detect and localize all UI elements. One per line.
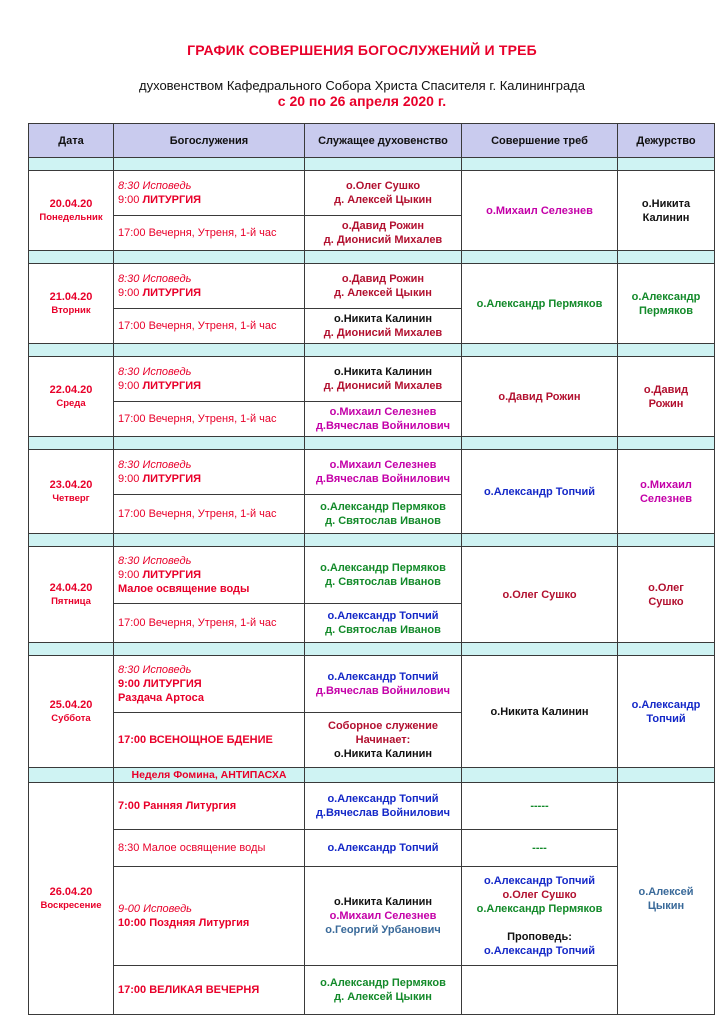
clergy-name: о.Александр Пермяков (476, 903, 603, 915)
clergy-name: о.Александр Топчий (327, 793, 439, 805)
rites-cell (462, 357, 618, 437)
clergy-cell (305, 547, 462, 604)
service-cell (114, 450, 305, 495)
clergy-name: Селезнев (639, 492, 692, 505)
clergy-name: о.Александр Топчий (483, 945, 596, 957)
page-subtitle: духовенством Кафедрального Собора Христа Спасителя г. Калининграда (139, 78, 585, 93)
schedule-table (28, 123, 715, 1015)
day-weekday: Суббота (51, 712, 91, 724)
service-cell (114, 604, 305, 643)
spacer-cell (114, 643, 305, 656)
clergy-name: Топчий (646, 712, 686, 725)
rites-cell (462, 867, 618, 966)
table-header-row (29, 124, 715, 158)
day-cell (29, 171, 114, 251)
day-weekday: Вторник (51, 304, 91, 316)
service-text: 8:30 Исповедь (118, 459, 192, 471)
spacer-cell (305, 437, 462, 450)
spacer-cell (29, 643, 114, 656)
clergy-name: о.Михаил Селезнев (486, 204, 593, 217)
schedule-body (29, 158, 715, 1015)
table-row (29, 547, 715, 604)
day-cell (29, 547, 114, 643)
spacer-cell (618, 437, 715, 450)
spacer-cell (462, 437, 618, 450)
spacer-cell (29, 251, 114, 264)
rites-cell (462, 547, 618, 643)
service-text: 17:00 ВЕЛИКАЯ ВЕЧЕРНЯ (118, 984, 260, 996)
spacer-cell (114, 344, 305, 357)
clergy-name: д. Святослав Иванов (325, 515, 441, 527)
spacer-cell (462, 344, 618, 357)
service-line (118, 799, 300, 813)
service-text: 9:00 (118, 380, 143, 392)
service-cell (114, 309, 305, 344)
clergy-name: о.Никита Калинин (333, 896, 433, 908)
clergy-name: д. Святослав Иванов (325, 576, 441, 588)
clergy-name: о.Алексей (638, 885, 694, 898)
service-line (118, 286, 300, 300)
spacer-cell (114, 437, 305, 450)
rites-cell (462, 264, 618, 344)
table-row (29, 783, 715, 830)
clergy-name: о.Олег Сушко (502, 588, 577, 601)
duty-cell (618, 547, 715, 643)
clergy-name: Цыкин (647, 899, 685, 912)
service-text: Малое освящение воды (118, 583, 250, 595)
service-line (118, 663, 300, 677)
table-row (29, 830, 715, 867)
service-text: 8:30 Исповедь (118, 180, 192, 192)
service-text: 9-00 Исповедь (118, 903, 192, 915)
page-title: ГРАФИК СОВЕРШЕНИЯ БОГОСЛУЖЕНИЙ И ТРЕБ (187, 42, 537, 58)
date-range: с 20 по 26 апреля 2020 г. (277, 93, 447, 109)
service-text: 10:00 Поздняя Литургия (118, 917, 250, 929)
service-line (118, 458, 300, 472)
clergy-name: о.Олег (648, 581, 684, 594)
service-line (118, 226, 300, 240)
clergy-name: ---- (532, 842, 547, 854)
day-cell (29, 357, 114, 437)
rites-cell (462, 450, 618, 534)
service-cell (114, 171, 305, 216)
service-line (118, 412, 300, 426)
table-row (29, 264, 715, 309)
day-date: 24.04.20 (49, 581, 93, 594)
day-date: 23.04.20 (49, 478, 93, 491)
header-date: Дата (29, 124, 114, 158)
spacer-cell (462, 643, 618, 656)
spacer-cell (462, 158, 618, 171)
header-services: Богослужения (114, 124, 305, 158)
table-row (29, 656, 715, 713)
table-row (29, 867, 715, 966)
rites-cell (462, 171, 618, 251)
service-line (118, 983, 300, 997)
day-date: 25.04.20 (49, 698, 93, 711)
spacer-cell (462, 768, 618, 783)
service-cell (114, 495, 305, 534)
service-line (118, 677, 300, 691)
clergy-cell (305, 216, 462, 251)
day-date: 22.04.20 (49, 383, 93, 396)
rites-cell (462, 966, 618, 1015)
service-text-bold: ЛИТУРГИЯ (142, 473, 202, 485)
service-cell (114, 264, 305, 309)
service-text-bold: ЛИТУРГИЯ (142, 380, 202, 392)
service-line (118, 554, 300, 568)
service-cell (114, 830, 305, 867)
rites-cell (462, 783, 618, 830)
duty-cell (618, 783, 715, 1015)
clergy-name: о.Давид (643, 383, 689, 396)
spacer-row (29, 643, 715, 656)
clergy-name: д.Вячеслав Войнилович (315, 807, 451, 819)
service-text: 9:00 (118, 194, 143, 206)
clergy-name: д. Дионисий Михалев (323, 327, 443, 339)
spacer-row (29, 251, 715, 264)
clergy-name: о.Олег Сушко (502, 889, 577, 901)
service-text: 17:00 Вечерня, Утреня, 1-й час (118, 227, 277, 239)
service-text: 17:00 Вечерня, Утреня, 1-й час (118, 617, 277, 629)
spacer-cell (305, 768, 462, 783)
service-text: 8:30 Исповедь (118, 273, 192, 285)
header-rites: Совершение треб (462, 124, 618, 158)
service-line (118, 507, 300, 521)
spacer-cell (29, 534, 114, 547)
clergy-name: о.Александр Топчий (327, 610, 439, 622)
clergy-name: Пермяков (639, 304, 693, 317)
clergy-name: о.Александр Топчий (483, 875, 596, 887)
day-date: 26.04.20 (49, 885, 93, 898)
clergy-cell (305, 171, 462, 216)
clergy-name: о.Михаил (640, 478, 692, 491)
service-text-bold: ЛИТУРГИЯ (142, 194, 202, 206)
duty-cell (618, 450, 715, 534)
clergy-name: о.Никита Калинин (333, 366, 433, 378)
day-date: 21.04.20 (49, 290, 93, 303)
service-text: 9:00 (118, 569, 143, 581)
spacer-cell (305, 251, 462, 264)
duty-cell (618, 357, 715, 437)
clergy-name: о.Александр Пермяков (320, 501, 446, 513)
clergy-name: о.Александр Пермяков (476, 297, 603, 310)
service-line (118, 365, 300, 379)
service-line (118, 319, 300, 333)
spacer-cell (114, 251, 305, 264)
service-text: 7:00 Ранняя Литургия (118, 800, 237, 812)
service-line (118, 902, 300, 916)
service-line (118, 193, 300, 207)
spacer-cell (29, 437, 114, 450)
clergy-cell (305, 309, 462, 344)
service-cell (114, 783, 305, 830)
day-cell (29, 783, 114, 1015)
service-cell (114, 547, 305, 604)
service-text: 17:00 ВСЕНОЩНОЕ БДЕНИЕ (118, 734, 273, 746)
service-line (118, 379, 300, 393)
service-line (118, 179, 300, 193)
spacer-cell (618, 643, 715, 656)
service-text: 8:30 Исповедь (118, 555, 192, 567)
clergy-name: о.Давид Рожин (341, 220, 425, 232)
table-row (29, 171, 715, 216)
service-cell (114, 402, 305, 437)
clergy-name: о.Давид Рожин (341, 273, 425, 285)
clergy-name (466, 916, 613, 930)
service-cell (114, 656, 305, 713)
clergy-name: о.Никита (641, 197, 691, 210)
service-line (118, 841, 300, 855)
header-clergy: Служащее духовенство (305, 124, 462, 158)
clergy-cell (305, 264, 462, 309)
clergy-cell (305, 867, 462, 966)
spacer-row (29, 437, 715, 450)
clergy-name: о.Никита Калинин (333, 313, 433, 325)
clergy-cell (305, 656, 462, 713)
clergy-name: о.Михаил Селезнев (329, 406, 437, 418)
service-cell (114, 357, 305, 402)
service-text: 17:00 Вечерня, Утреня, 1-й час (118, 508, 277, 520)
spacer-cell (618, 251, 715, 264)
service-cell (114, 216, 305, 251)
service-line (118, 568, 300, 582)
service-line (118, 272, 300, 286)
service-text: 17:00 Вечерня, Утреня, 1-й час (118, 413, 277, 425)
service-text: 9:00 (118, 473, 143, 485)
clergy-name: Проповедь: (507, 931, 572, 943)
clergy-cell (305, 966, 462, 1015)
table-row (29, 450, 715, 495)
clergy-name: д.Вячеслав Войнилович (315, 420, 451, 432)
clergy-name: ----- (530, 800, 549, 812)
service-line (118, 733, 300, 747)
service-line (118, 691, 300, 705)
clergy-name: о.Никита Калинин (333, 748, 433, 760)
day-cell (29, 450, 114, 534)
service-text-bold: ЛИТУРГИЯ (142, 287, 202, 299)
spacer-cell (29, 158, 114, 171)
clergy-name: Начинает: (355, 734, 411, 746)
clergy-name: д.Вячеслав Войнилович (315, 473, 451, 485)
spacer-cell (618, 158, 715, 171)
day-cell (29, 656, 114, 768)
spacer-cell (305, 643, 462, 656)
service-line (118, 916, 300, 930)
day-weekday: Пятница (51, 595, 91, 607)
clergy-name: д. Алексей Цыкин (334, 991, 432, 1003)
service-text: 8:30 Исповедь (118, 366, 192, 378)
table-row (29, 966, 715, 1015)
header-duty: Дежурство (618, 124, 715, 158)
spacer-row (29, 534, 715, 547)
clergy-name: о.Александр Топчий (327, 671, 439, 683)
clergy-cell (305, 402, 462, 437)
clergy-name: д. Алексей Цыкин (334, 287, 432, 299)
service-cell (114, 867, 305, 966)
clergy-name: Сушко (648, 595, 684, 608)
spacer-cell (305, 158, 462, 171)
day-weekday: Понедельник (39, 211, 103, 223)
day-cell (29, 264, 114, 344)
duty-cell (618, 264, 715, 344)
spacer-cell (618, 768, 715, 783)
clergy-cell (305, 713, 462, 768)
day-weekday: Воскресение (40, 899, 102, 911)
service-text: 9:00 ЛИТУРГИЯ (118, 678, 202, 690)
day-date: 20.04.20 (49, 197, 93, 210)
clergy-name: Калинин (642, 211, 690, 224)
clergy-name: о.Давид Рожин (498, 390, 581, 403)
spacer-cell (114, 158, 305, 171)
clergy-name: Соборное служение (328, 720, 438, 732)
spacer-row (29, 158, 715, 171)
rites-cell (462, 656, 618, 768)
service-cell (114, 966, 305, 1015)
clergy-name: о.Александр (631, 698, 701, 711)
duty-cell (618, 171, 715, 251)
clergy-name: д. Дионисий Михалев (323, 234, 443, 246)
clergy-name: о.Александр Пермяков (320, 977, 446, 989)
spacer-cell (305, 534, 462, 547)
rites-cell (462, 830, 618, 867)
service-text: 17:00 Вечерня, Утреня, 1-й час (118, 320, 277, 332)
spacer-cell (114, 534, 305, 547)
day-weekday: Четверг (52, 492, 90, 504)
clergy-name: о.Олег Сушко (345, 180, 421, 192)
service-text-bold: ЛИТУРГИЯ (142, 569, 202, 581)
clergy-cell (305, 783, 462, 830)
clergy-name: д. Алексей Цыкин (334, 194, 432, 206)
clergy-cell (305, 450, 462, 495)
spacer-cell (305, 344, 462, 357)
spacer-cell (29, 768, 114, 783)
spacer-cell (618, 344, 715, 357)
service-text: 8:30 Малое освящение воды (118, 842, 266, 854)
spacer-cell (462, 534, 618, 547)
clergy-name: о.Михаил Селезнев (329, 910, 437, 922)
spacer-cell (462, 251, 618, 264)
service-text: 8:30 Исповедь (118, 664, 192, 676)
clergy-name: о.Александр (631, 290, 701, 303)
clergy-cell (305, 604, 462, 643)
spacer-cell (618, 534, 715, 547)
clergy-cell (305, 495, 462, 534)
clergy-name: о.Александр Топчий (327, 842, 439, 854)
service-cell (114, 713, 305, 768)
clergy-name: о.Георгий Урбанович (325, 924, 441, 936)
clergy-name: д.Вячеслав Войнилович (315, 685, 451, 697)
clergy-cell (305, 830, 462, 867)
spacer-cell (29, 344, 114, 357)
service-line (118, 472, 300, 486)
clergy-name: о.Александр Пермяков (320, 562, 446, 574)
clergy-name: д. Дионисий Михалев (323, 380, 443, 392)
service-line (118, 582, 300, 596)
duty-cell (618, 656, 715, 768)
feast-row (29, 768, 715, 783)
spacer-row (29, 344, 715, 357)
feast-label: Неделя Фомина, АНТИПАСХА (114, 768, 305, 783)
day-weekday: Среда (56, 397, 86, 409)
service-text: Раздача Артоса (118, 692, 205, 704)
service-text: 9:00 (118, 287, 143, 299)
clergy-name: Рожин (648, 397, 684, 410)
clergy-name: о.Михаил Селезнев (329, 459, 437, 471)
clergy-name: о.Никита Калинин (490, 705, 589, 718)
clergy-name: о.Александр Топчий (483, 485, 596, 498)
clergy-cell (305, 357, 462, 402)
clergy-name: д. Святослав Иванов (325, 624, 441, 636)
table-row (29, 357, 715, 402)
service-line (118, 616, 300, 630)
